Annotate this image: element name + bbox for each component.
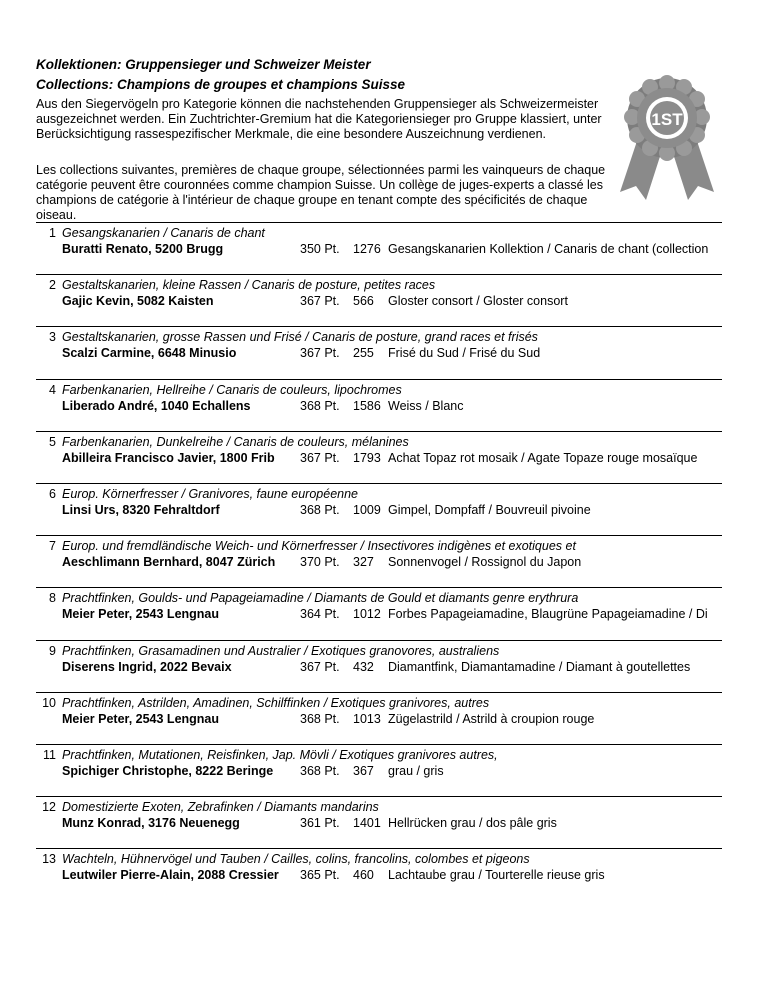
entry-number: 6 [49,487,56,501]
exhibitor-name: Aeschlimann Bernhard, 8047 Zürich [62,555,276,570]
entry-category: Prachtfinken, Grasamadinen und Australier / Exotiques granovores, australiens [62,643,500,658]
entry-category: Farbenkanarien, Hellreihe / Canaris de couleurs, lipochromes [62,382,402,397]
entry-reference: 1401 [353,816,381,831]
ribbon-label: 1ST [651,110,683,129]
entry-reference: 255 [353,346,374,361]
entry-reference: 566 [353,294,374,309]
entry-description: Gimpel, Dompfaff / Bouvreuil pivoine [388,503,591,517]
entry-points: 368 Pt. [300,711,340,726]
entry-reference: 367 [353,764,374,778]
entry-category: Wachteln, Hühnervögel und Tauben / Cailles, colins, francolins, colombes et pigeons [62,852,530,867]
entry-description: Diamantfink, Diamantamadine / Diamant à goutellettes [388,659,691,674]
entry-category: Domestizierte Exoten, Zebrafinken / Diamants mandarins [62,800,379,815]
exhibitor-name: Scalzi Carmine, 6648 Minusio [62,346,237,361]
exhibitor-name: Meier Peter, 2543 Lengnau [62,607,220,622]
entry-number: 12 [42,800,56,815]
entry-category: Europ. Körnerfresser / Granivores, faune européenne [62,487,359,501]
entry-reference: 460 [353,868,374,883]
entry-points: 367 Pt. [300,294,340,309]
entry-number: 10 [42,695,56,710]
list-item [36,431,722,486]
entry-number: 3 [49,330,56,345]
exhibitor-name: Leutwiler Pierre-Alain, 2088 Cressier [62,868,279,883]
list-item [36,274,722,329]
intro-paragraph-fr: Les collections suivantes, premières de chaque groupe, sélectionnées parmi les vainqueurs de chaque catégorie peuvent être couronnées comme champion Suisse. Un collège de juges-experts a classé les champions de catégorie à l'intérieur de chaque groupe en tenant compte des spécificités de chaque oiseau. [36,163,606,222]
entry-category: Europ. und fremdländische Weich- und Körnerfresser / Insectivores indigènes et exotiques et [62,539,576,554]
entry-reference: 327 [353,555,374,570]
entry-category: Farbenkanarien, Dunkelreihe / Canaris de couleurs, mélanines [62,434,409,449]
entry-category: Gestaltskanarien, kleine Rassen / Canaris de posture, petites races [62,278,436,293]
list-item [36,796,722,851]
entry-description: Gesangskanarien Kollektion / Canaris de chant (collection [388,242,709,256]
exhibitor-name: Spichiger Christophe, 8222 Beringe [62,764,274,778]
entry-points: 365 Pt. [300,868,340,883]
list-item [36,848,722,903]
list-item [36,587,722,642]
entry-number: 4 [49,382,56,397]
list-item [36,483,722,538]
exhibitor-name: Gajic Kevin, 5082 Kaisten [62,294,214,309]
entry-description: Hellrücken grau / dos pâle gris [388,816,557,831]
exhibitor-name: Liberado André, 1040 Echallens [62,398,251,413]
entry-points: 367 Pt. [300,450,340,465]
entry-description: Frisé du Sud / Frisé du Sud [388,346,541,361]
entry-description: Zügelastrild / Astrild à croupion rouge [388,711,595,726]
exhibitor-name: Buratti Renato, 5200 Brugg [62,242,224,256]
list-item [36,535,722,590]
exhibitor-name: Diserens Ingrid, 2022 Bevaix [62,659,232,674]
list-item [36,640,722,695]
entry-number: 9 [49,643,56,658]
entry-reference: 1793 [353,450,381,465]
entry-points: 368 Pt. [300,503,340,517]
list-item [36,326,722,381]
entry-category: Prachtfinken, Mutationen, Reisfinken, Jap. Mövli / Exotiques granivores autres, [62,748,498,762]
entry-number: 8 [49,591,56,606]
entry-points: 361 Pt. [300,816,340,831]
entry-reference: 1013 [353,711,381,726]
entry-category: Prachtfinken, Astrilden, Amadinen, Schilffinken / Exotiques granivores, autres [62,695,490,710]
list-item [36,692,722,747]
list-item [36,222,722,277]
list-item [36,744,722,799]
entry-number: 5 [49,434,56,449]
entry-category: Gestaltskanarien, grosse Rassen und Frisé / Canaris de posture, grand races et frisés [62,330,538,345]
entry-description: Forbes Papageiamadine, Blaugrüne Papageiamadine / Di [388,607,708,622]
entry-points: 367 Pt. [300,346,340,361]
page-title-de: Kollektionen: Gruppensieger und Schweizer Meister [36,57,371,72]
intro-paragraph-de: Aus den Siegervögeln pro Kategorie können die nachstehenden Gruppensieger als Schweizermeister ausgezeichnet werden. Ein Zuchtrichter-Gremium hat die Kategoriensieger pro Gruppe klassiert, unter Berücksichtigung rassespezifischer Merkmale, die eine besondere Auszeichnung verdienen. [36,97,602,141]
entry-points: 367 Pt. [300,659,340,674]
entry-reference: 1276 [353,242,381,256]
entry-points: 364 Pt. [300,607,340,622]
entry-number: 11 [43,748,56,762]
entry-number: 2 [49,278,56,293]
page-title-fr: Collections: Champions de groupes et champions Suisse [36,77,406,92]
first-place-ribbon-icon [612,74,722,204]
entry-description: Sonnenvogel / Rossignol du Japon [388,555,582,570]
entry-description: Gloster consort / Gloster consort [388,294,568,309]
entry-description: Achat Topaz rot mosaik / Agate Topaze rouge mosaïque [388,450,698,465]
entry-points: 368 Pt. [300,398,340,413]
entry-points: 350 Pt. [300,242,340,256]
exhibitor-name: Linsi Urs, 8320 Fehraltdorf [62,503,220,517]
entry-points: 370 Pt. [300,555,340,570]
entry-reference: 1012 [353,607,381,622]
entry-category: Prachtfinken, Goulds- und Papageiamadine / Diamants de Gould et diamants genre erythrura [62,591,579,606]
exhibitor-name: Abilleira Francisco Javier, 1800 Frib [62,450,275,465]
exhibitor-name: Meier Peter, 2543 Lengnau [62,711,220,726]
entry-description: grau / gris [388,764,444,778]
entry-number: 1 [49,226,56,240]
list-item [36,379,722,434]
entry-category: Gesangskanarien / Canaris de chant [62,226,265,240]
entry-number: 7 [49,539,56,554]
entry-reference: 1009 [353,503,381,517]
entry-description: Lachtaube grau / Tourterelle rieuse gris [388,868,605,883]
entry-number: 13 [42,852,56,867]
entry-reference: 1586 [353,398,381,413]
exhibitor-name: Munz Konrad, 3176 Neuenegg [62,816,240,831]
entry-reference: 432 [353,659,374,674]
entry-points: 368 Pt. [300,764,340,778]
entry-description: Weiss / Blanc [388,398,464,413]
